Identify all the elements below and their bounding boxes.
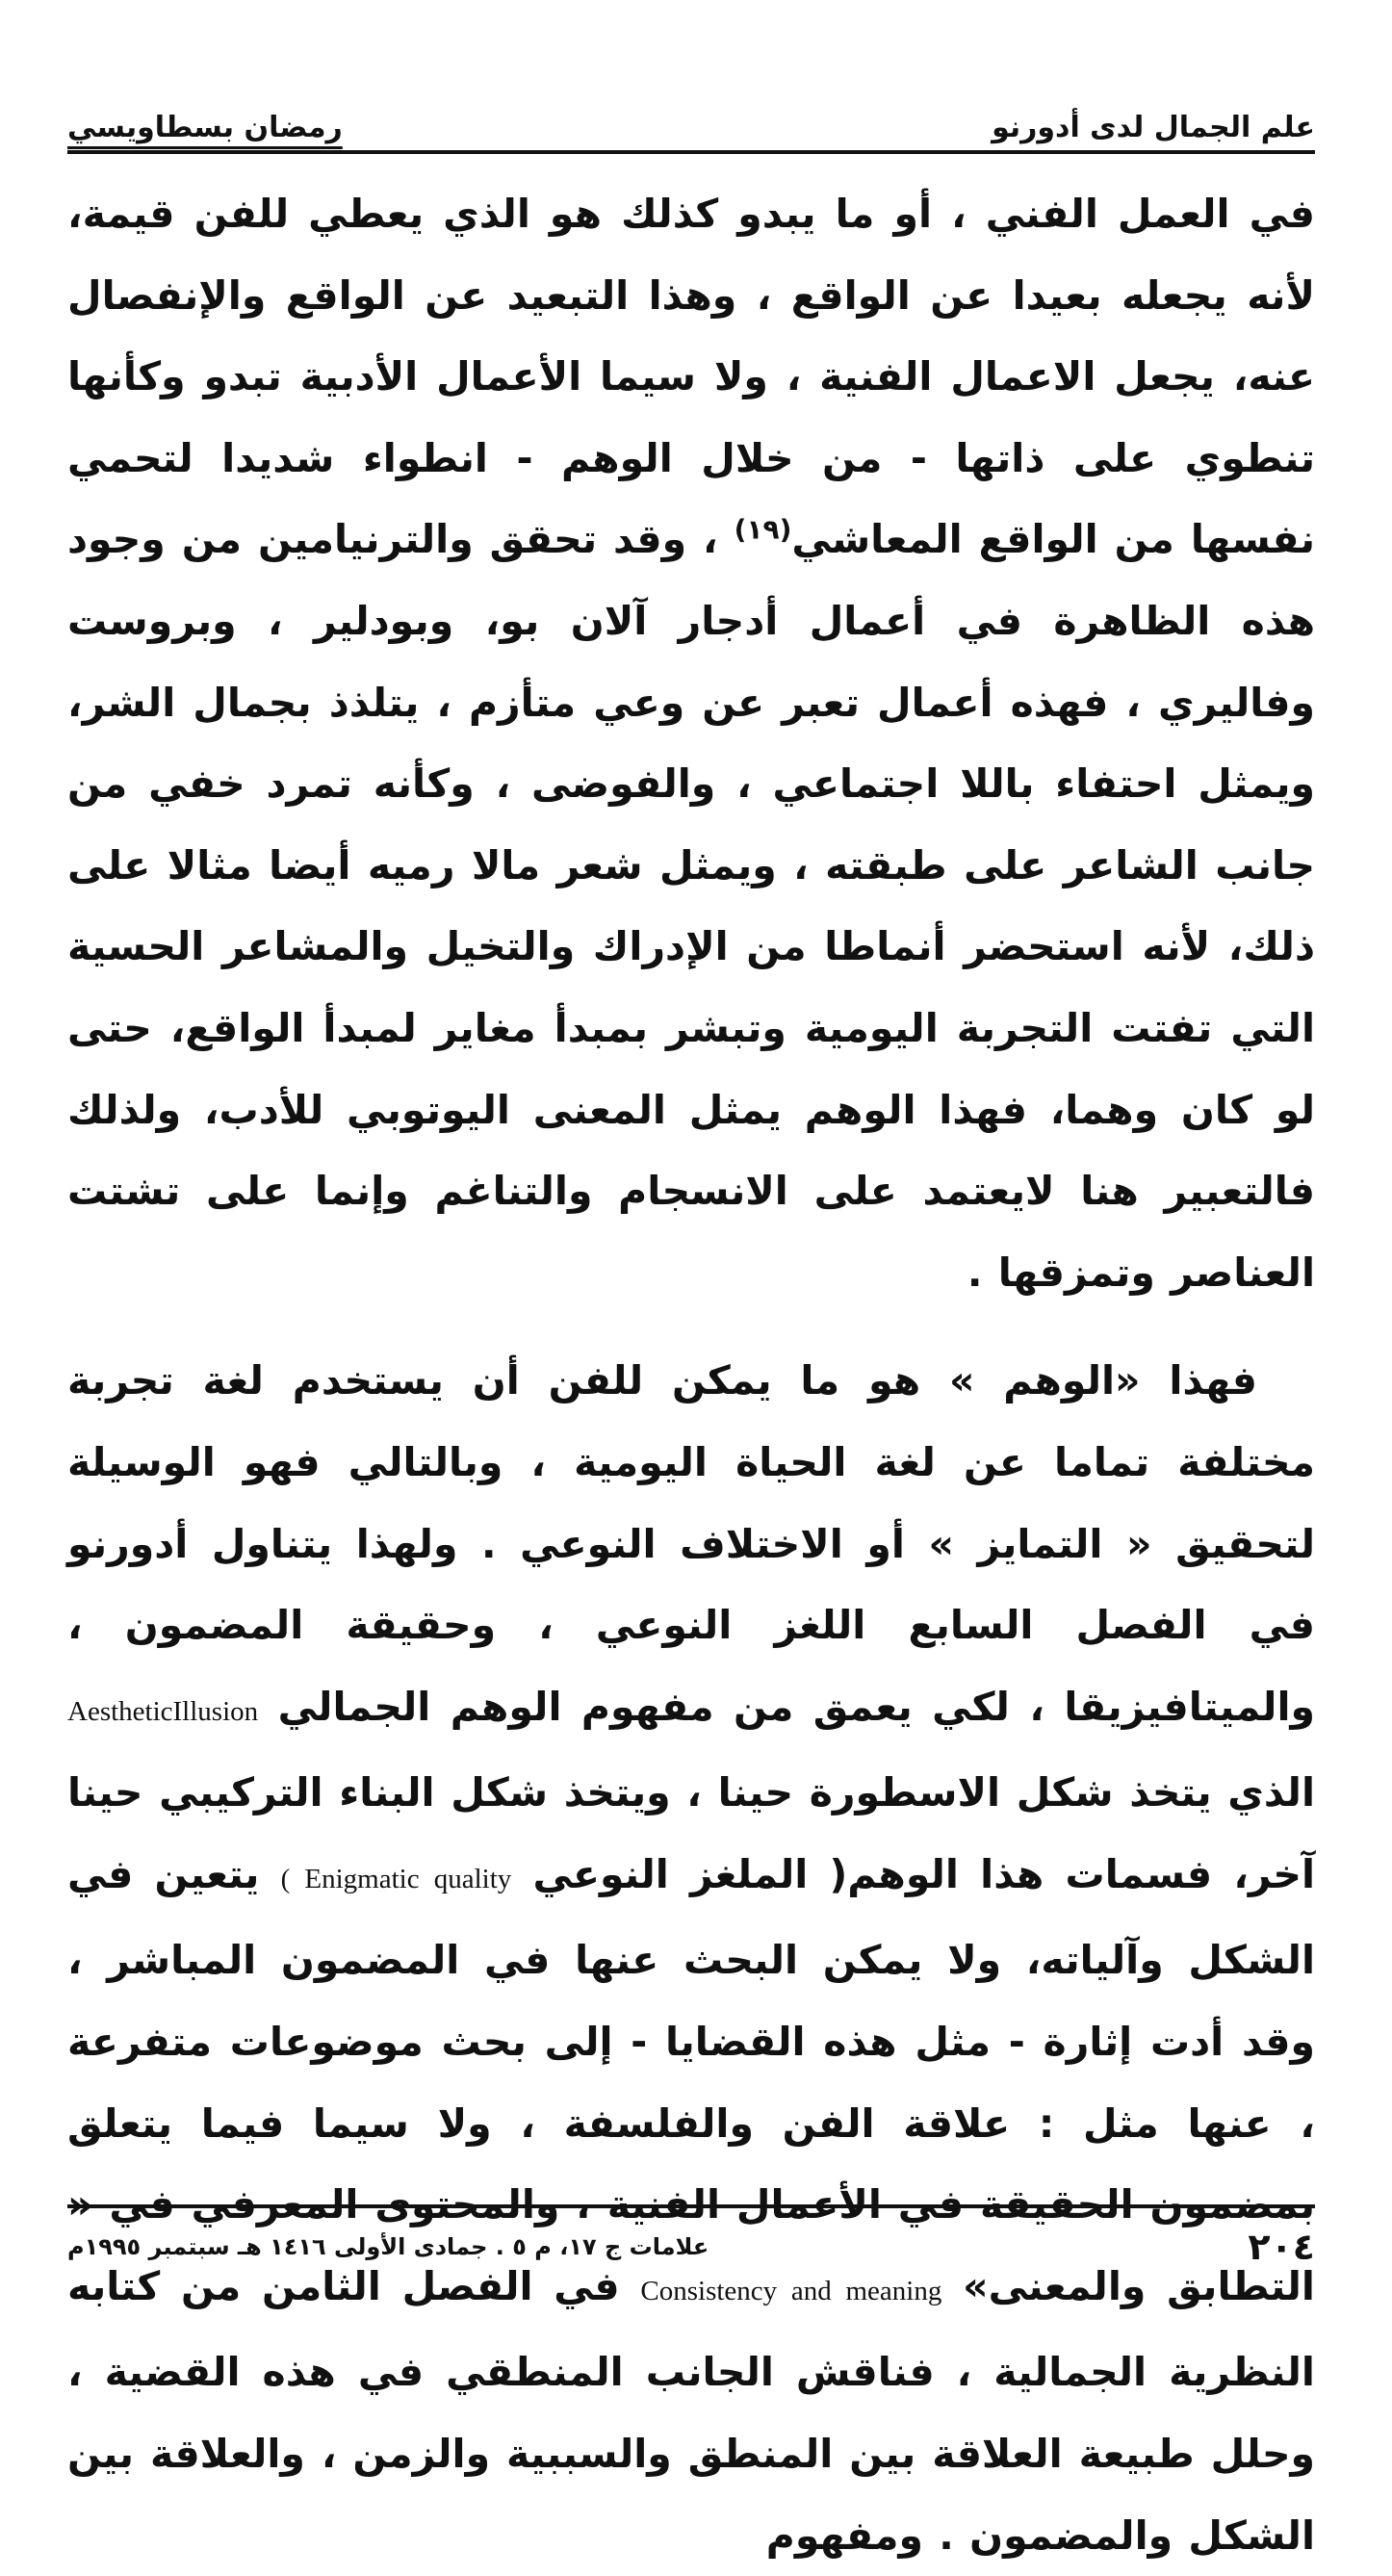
paragraph-2 [67,1340,1315,2576]
running-footer [67,2204,1315,2276]
latin-term-aesthetic-illusion: AestheticIllusion [67,1695,259,1727]
paragraph-1-text-a: في العمل الفني ، أو ما يبدو كذلك هو الذي يعطي للفن قيمة، لأنه يجعله بعيدا عن الواقع ، وهذا التبعيد عن الواقع والإنفصال عنه، يجعل الاعمال الفنية ، ولا سيما الأعمال الأدبية تبدو وكأنها تنطوي على ذاتها - من خلال الوهم - انطواء شديدا لتحمي نفسها من الواقع المعاشي [67,191,1315,563]
latin-term-consistency-meaning: Consistency and meaning [640,2275,942,2306]
paragraph-2-text-b: الذي يتخذ شكل الاسطورة حينا ، ويتخذ شكل البناء التركيبي حينا آخر، فسمات هذا الوهم( الملغز النوعي [67,1769,1315,1897]
paragraph-2-text-a: فهذا «الوهم » هو ما يمكن للفن أن يستخدم لغة تجربة مختلفة تماما عن لغة الحياة اليومية ، وبالتالي فهو الوسيلة لتحقيق « التمايز » أو الاختلاف النوعي . ولهذا يتناول أدورنو في الفصل السابع اللغز النوعي ، وحقيقة المضمون ، والميتافيزيقا ، لكي يعمق من مفهوم الوهم الجمالي [67,1357,1315,1730]
paragraph-1-text-b: ، وقد تحقق والترنيامين من وجود هذه الظاهرة في أعمال أدجار آلان بو، وبودلير ، وبروست وفاليري ، فهذه أعمال تعبر عن وعي متأزم ، يتلذذ بجمال الشر، ويمثل احتفاء باللا اجتماعي ، والفوضى ، وكأنه تمرد خفي من جانب الشاعر على طبقته ، ويمثل شعر مالا رميه أيضا مثالا على ذلك، لأنه استحضر أنماطا من الإدراك والتخيل والمشاعر الحسية التي تفتت التجربة اليومية وتبشر بمبدأ مغاير لمبدأ الواقع، حتى لو كان وهما، فهذا الوهم يمثل المعنى اليوتوبي للأدب، ولذلك فالتعبير هنا لايعتمد على الانسجام والتناغم وإنما على تشتت العناصر وتمزقها . [67,516,1315,1296]
paragraph-2-text-d: في الفصل الثامن من كتابه النظرية الجمالية ، فناقش الجانب المنطقي في هذه القضية ، وحلل طبيعة العلاقة بين المنطق والسببية والزمن ، والعلاقة بين الشكل والمضمون . ومفهوم [67,2262,1315,2559]
header-author: رمضان بسطاويسي [67,111,343,144]
paragraph-1 [67,173,1315,1313]
journal-info: علامات ج ١٧، م ٥ . جمادى الأولى ١٤١٦ هـ سبتمبر ١٩٩٥م [67,2233,709,2260]
page-number: ٢٠٤ [1248,2226,1315,2268]
latin-term-enigmatic-quality: ( Enigmatic quality [280,1863,512,1894]
footnote-reference: (١٩) [734,513,792,546]
paragraph-2-text-c: يتعين في الشكل وآلياته، ولا يمكن البحث عنها في المضمون المباشر ، وقد أدت إثارة - مثل هذه القضايا - إلى بحث موضوعات متفرعة ، عنها مثل : علاقة الفن والفلسفة ، ولا سيما فيما يتعلق بمضمون الحقيقة في الأعمال الفنية ، والمحتوى المعرفي في « التطابق والمعنى» [67,1850,1315,2309]
header-title: علم الجمال لدى أدورنو [992,111,1315,144]
running-header [67,77,1315,154]
